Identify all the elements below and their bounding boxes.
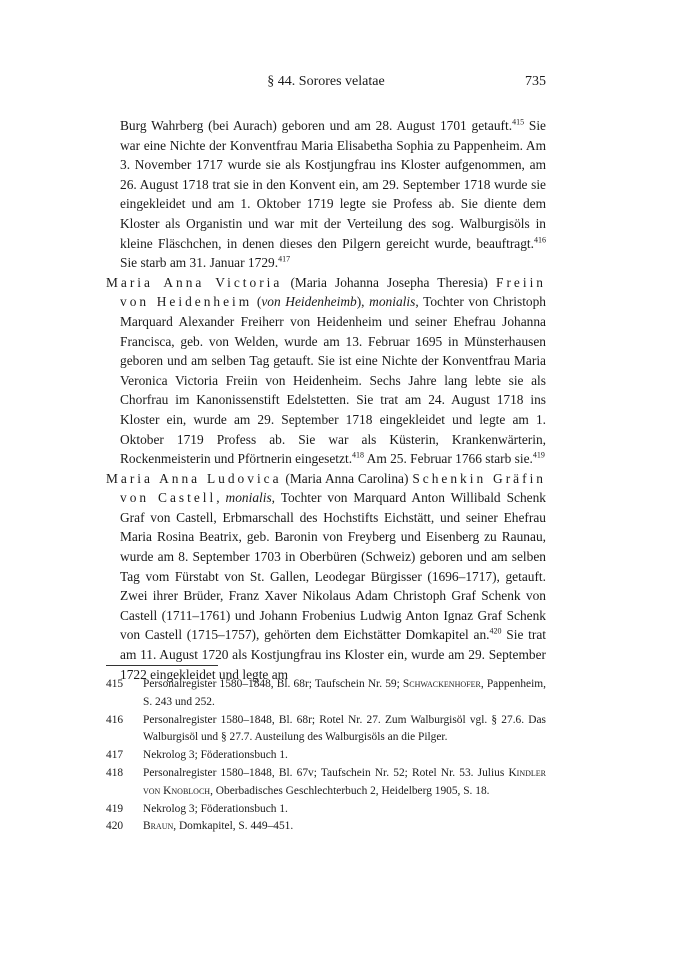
footnote-text: Personalregister 1580–1848, Bl. 68r; Taufschein Nr. 59; (143, 678, 403, 690)
footnote-ref-418: 418 (352, 450, 365, 460)
author-name: Kindler von Knobloch (143, 766, 546, 797)
paragraph-continued (106, 116, 546, 273)
italic-run: monialis (225, 490, 272, 506)
person-name: Maria Anna Victoria (106, 274, 283, 290)
footnote (106, 712, 546, 748)
person-title: Schenkin Gräfin von Castell (120, 470, 546, 506)
text-run: ( (252, 294, 262, 310)
footnote-text: Nekrolog 3; Föderationsbuch 1. (143, 749, 288, 762)
footnote-ref-415: 415 (512, 117, 525, 127)
footnote (106, 676, 546, 712)
text-run: Sie starb am 31. Januar 1729. (120, 255, 279, 271)
author-name: Braun (143, 820, 174, 833)
text-run: , (216, 490, 226, 506)
footnote-text: , Pappenheim, S. 243 und 252. (143, 678, 546, 708)
footnote-ref-420: 420 (489, 626, 502, 636)
footnote-number: 420 (106, 820, 124, 833)
footnote-ref-416: 416 (534, 235, 546, 245)
footnote (106, 747, 546, 765)
footnote-ref-417: 417 (278, 254, 291, 264)
person-title: Freiin von Heidenheim (120, 274, 546, 310)
footnote-number: 418 (106, 766, 124, 779)
italic-run: monialis (369, 294, 416, 310)
entry-maria-anna-victoria (106, 273, 546, 469)
footnote-divider (106, 665, 218, 666)
italic-run: von Heidenheimb (261, 294, 357, 310)
text-run: Am 25. Februar 1766 starb sie. (364, 451, 533, 467)
text-run: , Tochter von Marquard Anton Willibald Schenk Graf von Castell, Erbmarschall des Hochstifts Eichstätt, und seiner Ehefrau Maria Rosina Beatrix, geb. Baronin von Freyberg und Eisenberg zu Raunau, wurde am 8. September 1703 in Oberbüren (Schweiz) geboren und am selben Tag vom Fürstabt von St. Gallen, Leodegar Bürgisser (1696–1717), getauft. Zwei ihrer Brüder, Franz Xaver Nikolaus Adam Christoph Graf Schenk von Castell (1711–1761) und Johann Frobenius Ludwig Anton Ignaz Graf Schenk von Castell (1715–1757), gehörten dem Eichstätter Domkapitel an. (120, 490, 546, 643)
text-run: (Maria Anna Carolina) (281, 470, 413, 486)
text-run: Sie war eine Nichte der Konventfrau Maria Elisabetha Sophia zu Pappenheim. Am 3. November 1717 wurde sie als Kostjungfrau ins Kloster aufgenommen, am 26. August 1718 trat sie in den Konvent ein, am 29. September 1718 wurde sie eingekleidet und am 1. Oktober 1719 legte sie Profess ab. Sie diente dem Kloster als Organistin und war mit der Verteilung des sog. Walburgisöls in kleine Fläschchen, in denen dieses den Pilgern gereicht wurde, beauftragt. (120, 118, 546, 251)
text-run: , Tochter von Christoph Marquard Alexander Freiherr von Heidenheim und seiner Ehefrau Johanna Francisca, geb. von Welden, wurde am 13. Februar 1695 in Münsterhausen geboren und am selben Tag getauft. Sie ist eine Nichte der Konventfrau Maria Veronica Victoria Freiin von Heidenheim. Sechs Jahre lang lebte sie als Chorfrau im Kanonissenstift Edelstetten. Sie trat am 24. August 1718 ins Kloster ein, wurde am 29. September 1718 eingekleidet und legte am 1. Oktober 1719 Profess ab. Sie war als Küsterin, Krankenwärterin, Rockenmeisterin und Pförtnerin eingesetzt. (120, 294, 546, 467)
footnote-ref-419: 419 (532, 450, 545, 460)
section-title: § 44. Sorores velatae (267, 74, 385, 89)
footnote (106, 765, 546, 801)
footnotes (106, 676, 546, 836)
text-run: (Maria Johanna Josepha Theresia) (282, 274, 496, 290)
footnote-text: , Domkapitel, S. 449–451. (173, 820, 294, 833)
page-number: 735 (525, 74, 546, 89)
footnote-text: Nekrolog 3; Föderationsbuch 1. (143, 802, 288, 815)
footnote-text: Personalregister 1580–1848, Bl. 68r; Rotel Nr. 27. Zum Walburgisöl vgl. § 27.6. Das Walburgisöl und § 27.7. Austeilung des Walburgisöls an die Pilger. (143, 713, 546, 744)
footnote-number: 416 (106, 713, 124, 726)
footnote-number: 415 (106, 678, 124, 690)
footnote (106, 801, 546, 819)
footnote-number: 419 (106, 802, 124, 815)
footnote-text: , Oberbadisches Geschlechterbuch 2, Heidelberg 1905, S. 18. (210, 784, 490, 797)
text-run: Burg Wahrberg (bei Aurach) geboren und am 28. August 1701 getauft. (120, 118, 513, 133)
entry-maria-anna-ludovica (106, 469, 546, 685)
footnote-number: 417 (106, 749, 124, 762)
footnote-text: Personalregister 1580–1848, Bl. 67v; Taufschein Nr. 52; Rotel Nr. 53. Julius (143, 766, 509, 779)
running-header (106, 74, 546, 94)
footnote (106, 818, 546, 836)
person-name: Maria Anna Ludovica (106, 470, 282, 486)
author-name: Schwackenhofer (402, 678, 481, 690)
text-run: Sie trat am 11. August 1720 als Kostjungfrau ins Kloster ein, wurde am 29. September 1722 eingekleidet und legte am (120, 627, 546, 682)
text-run: ), (356, 294, 370, 310)
main-text (106, 116, 546, 684)
